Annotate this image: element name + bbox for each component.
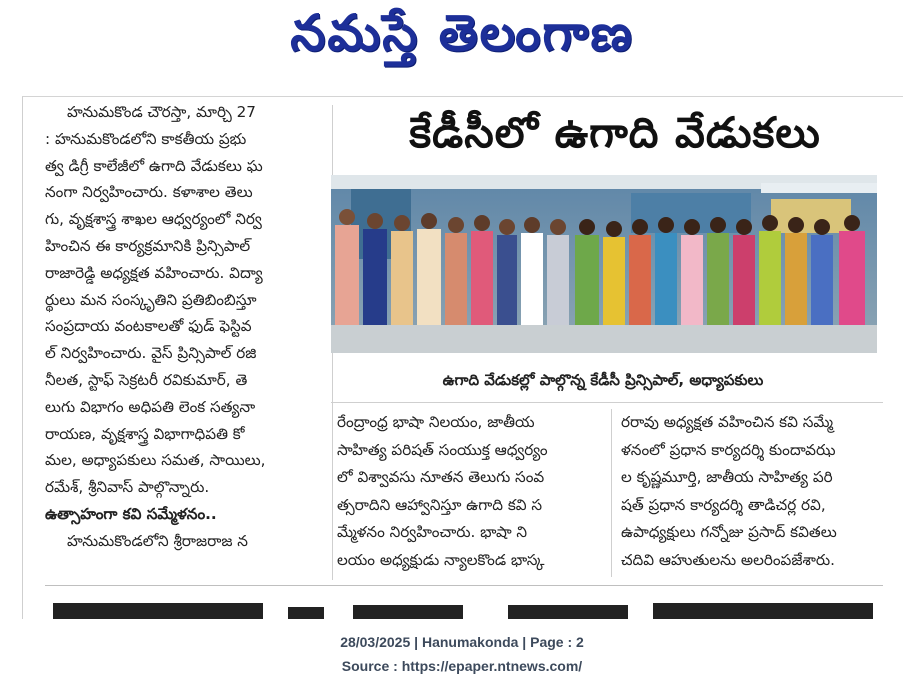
text-line: లయం అధ్యక్షుడు న్యాలకొండ భాస్క bbox=[337, 550, 545, 569]
text-line: షత్ ప్రధాన కార్యదర్శి తాడిచర్ల రవి, bbox=[621, 495, 826, 514]
text-line: ఉపాధ్యక్షులు గన్నోజు ప్రసాద్ కవితలు bbox=[621, 523, 837, 541]
text-line: త్సరాదిని ఆహ్వానిస్తూ ఉగాది కవి స bbox=[337, 495, 543, 514]
text-line: సాహిత్య పరిషత్ సంయుక్త ఆధ్వర్యం bbox=[337, 440, 548, 459]
event-photo bbox=[331, 175, 877, 353]
text-line: సంప్రదాయ వంటకాలతో ఫుడ్ ఫెస్టివ bbox=[45, 317, 252, 336]
newspaper-title: నమస్తే తెలంగాణ bbox=[290, 3, 634, 62]
text-line: చదివి ఆహుతులను అలరింపజేశారు. bbox=[621, 550, 835, 569]
cropped-headline-glyphs bbox=[53, 593, 883, 619]
text-line: రాయణ, వృక్షశాస్త్ర విభాగాధిపతి కో bbox=[45, 424, 245, 443]
footer-date-edition: 28/03/2025 | Hanumakonda | Page : 2 bbox=[340, 634, 584, 650]
photo-caption: ఉగాది వేడుకల్లో పాల్గొన్న కేడీసీ ప్రిన్సిపాల్, అధ్యాపకులు bbox=[442, 371, 764, 389]
middle-column bbox=[337, 409, 599, 577]
text-line: హనుమకొండలోని శ్రీరాజరాజ న bbox=[67, 531, 248, 550]
text-line: రమేశ్, శ్రీనివాస్ పాల్గొన్నారు. bbox=[45, 478, 210, 497]
left-column bbox=[45, 99, 327, 569]
text-line: : హనుమకొండలోని కాకతీయ ప్రభు bbox=[45, 129, 247, 148]
text-line: రేంద్రాంధ్ర భాషా నిలయం, జాతీయ bbox=[337, 413, 535, 431]
text-line: రాజారెడ్డి అధ్యక్షత వహించారు. విద్యా bbox=[45, 263, 263, 282]
text-line: లుగు విభాగం అధిపతి లెంక సత్యనా bbox=[45, 397, 256, 416]
text-line: ల్ నిర్వహించారు. వైస్ ప్రిన్సిపాల్ రజి bbox=[45, 344, 257, 363]
footer-source: Source : https://epaper.ntnews.com/ bbox=[341, 658, 583, 674]
cropped-next-headline bbox=[53, 593, 883, 619]
text-line: మ్మేళనం నిర్వహించారు. భాషా ని bbox=[337, 523, 528, 541]
article-headline: కేడీసీలో ఉగాది వేడుకలు bbox=[409, 108, 821, 157]
caption-divider bbox=[331, 402, 883, 403]
group-photo-image bbox=[331, 175, 877, 353]
text-line: హించిన ఈ కార్యక్రమానికి ప్రిన్సిపాల్ bbox=[45, 236, 251, 255]
subheading: ఉత్సాహంగా కవి సమ్మేళనం.. bbox=[45, 504, 217, 523]
masthead bbox=[0, 0, 924, 78]
text-line: ళనంలో ప్రధాన కార్యదర్శి కుందావఝ bbox=[621, 440, 836, 459]
news-clipping bbox=[22, 96, 903, 619]
text-line: ర్థులు మన సంస్కృతిని ప్రతిబింబిస్తూ bbox=[45, 290, 257, 309]
right-column bbox=[621, 409, 885, 577]
text-line: లో విశ్వావసు నూతన తెలుగు సంవ bbox=[337, 468, 545, 486]
text-line: హనుమకొండ చౌరస్తా, మార్చి 27 bbox=[67, 103, 256, 121]
column-divider bbox=[611, 409, 612, 577]
text-line: ల కృష్ణమూర్తి, జాతీయ సాహిత్య పరి bbox=[621, 468, 833, 486]
section-divider bbox=[45, 585, 883, 586]
text-line: గు, వృక్షశాస్త్ర శాఖల ఆధ్వర్యంలో నిర్వ bbox=[45, 210, 262, 229]
text-line: మల, అధ్యాపకులు సమత, సాయిలు, bbox=[45, 451, 266, 470]
text-line: నంగా నిర్వహించారు. కళాశాల తెలు bbox=[45, 183, 253, 202]
text-line: రరావు అధ్యక్షత వహించిన కవి సమ్మే bbox=[621, 413, 834, 431]
text-line: నీలత, స్టాఫ్ సెక్రటరీ రవికుమార్, తె bbox=[45, 370, 248, 389]
text-line: త్వ డిగ్రీ కాలేజీలో ఉగాది వేడుకలు ఘ bbox=[45, 156, 263, 175]
